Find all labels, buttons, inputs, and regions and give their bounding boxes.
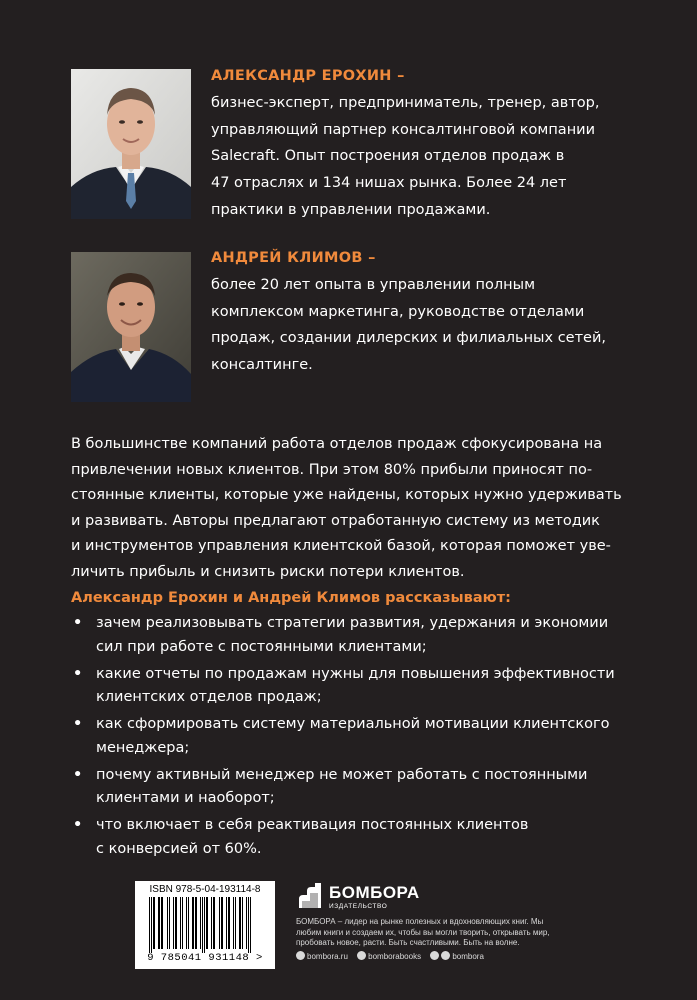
list-title: Александр Ерохин и Андрей Климов рассказывают:: [71, 590, 511, 606]
bio-line: комплексом маркетинга, руководстве отделами: [211, 303, 585, 320]
vk-icon: [357, 951, 366, 960]
author-bio-erokhin: [211, 90, 611, 224]
list-item-line: что включает в себя реактивация постоянных клиентов: [96, 817, 529, 833]
list-item-line: сил при работе с постоянными клиентами;: [96, 638, 427, 655]
publisher-description: БОМБОРА – лидер на рынке полезных и вдохновляющих книг. Мы любим книги и создаем их, чтобы вы могли творить, открывать мир, пробовать новое, расти. Быть счастливыми. Быть на волне.: [296, 917, 550, 947]
list-item-line: менеджера;: [96, 739, 190, 756]
publisher-name: БОМБОРА: [329, 883, 420, 902]
list-item-line: какие отчеты по продажам нужны для повышения эффективности: [96, 665, 615, 682]
social-telegram[interactable]: bombora: [430, 952, 484, 961]
description-line: и развивать. Авторы предлагают отработанную систему из методик: [71, 512, 600, 529]
publisher-social: [296, 951, 556, 961]
barcode-icon: [145, 897, 265, 953]
list-item: [71, 713, 631, 760]
list-item-line: с конверсией от 60%.: [96, 840, 262, 857]
bio-line: продаж, создании дилерских и филиальных сетей,: [211, 330, 606, 347]
bio-line: управляющий партнер консалтинговой компании: [211, 121, 596, 138]
social-site[interactable]: bombora.ru: [296, 952, 348, 961]
list-item: [71, 612, 631, 659]
bio-line: 47 отраслях и 134 нишах рынка. Более 24 лет: [211, 175, 567, 192]
list-item-line: как сформировать систему материальной мотивации клиентского: [96, 716, 610, 732]
list-item: [71, 814, 631, 861]
topics-list: [71, 612, 631, 865]
vk-icon: [430, 951, 439, 960]
isbn-barcode-box: [135, 881, 275, 969]
book-description: [71, 432, 631, 585]
bio-line: более 20 лет опыта в управлении полным: [211, 277, 536, 293]
bullet-icon: •: [73, 665, 83, 682]
bio-line: бизнес-эксперт, предприниматель, тренер, автор,: [211, 95, 600, 111]
publisher-subtitle: ИЗДАТЕЛЬСТВО: [329, 903, 388, 910]
bombora-logo-icon: [296, 881, 324, 911]
list-item-line: зачем реализовывать стратегии развития, удержания и экономии: [96, 615, 609, 631]
author-photo-erokhin: [71, 69, 191, 219]
isbn-label: ISBN 978-5-04-193114-8: [149, 884, 261, 895]
description-line: и инструментов управления клиентской базой, которая поможет уве-: [71, 538, 611, 554]
barcode-digits: 9 785041 931148 >: [147, 952, 263, 964]
bio-line: Salecraft. Опыт построения отделов продаж в: [211, 148, 565, 165]
description-line: привлечении новых клиентов. При этом 80% прибыли приносят по-: [71, 461, 593, 478]
bullet-icon: •: [73, 766, 83, 783]
bullet-icon: •: [73, 817, 83, 833]
bio-line: консалтинге.: [211, 357, 313, 374]
author-name-erokhin: АЛЕКСАНДР ЕРОХИН –: [211, 68, 405, 84]
bio-line: практики в управлении продажами.: [211, 201, 491, 218]
description-line: личить прибыль и снизить риски потери клиентов.: [71, 563, 465, 580]
description-line: стоянные клиенты, которые уже найдены, которых нужно удерживать: [71, 487, 622, 503]
bullet-icon: •: [73, 716, 83, 732]
list-item: [71, 764, 631, 811]
list-item-line: клиентами и наоборот;: [96, 790, 275, 806]
author-bio-klimov: [211, 272, 611, 379]
list-item-line: клиентских отделов продаж;: [96, 689, 322, 705]
list-item-line: почему активный менеджер не может работать с постоянными: [96, 766, 588, 783]
social-vk[interactable]: bomborabooks: [357, 952, 421, 961]
telegram-icon: [441, 951, 450, 960]
description-line: В большинстве компаний работа отделов продаж сфокусирована на: [71, 436, 603, 452]
author-photo-klimov: [71, 252, 191, 402]
bullet-icon: •: [73, 615, 83, 631]
list-item: [71, 663, 631, 710]
globe-icon: [296, 951, 305, 960]
author-name-klimov: АНДРЕЙ КЛИМОВ –: [211, 250, 376, 266]
